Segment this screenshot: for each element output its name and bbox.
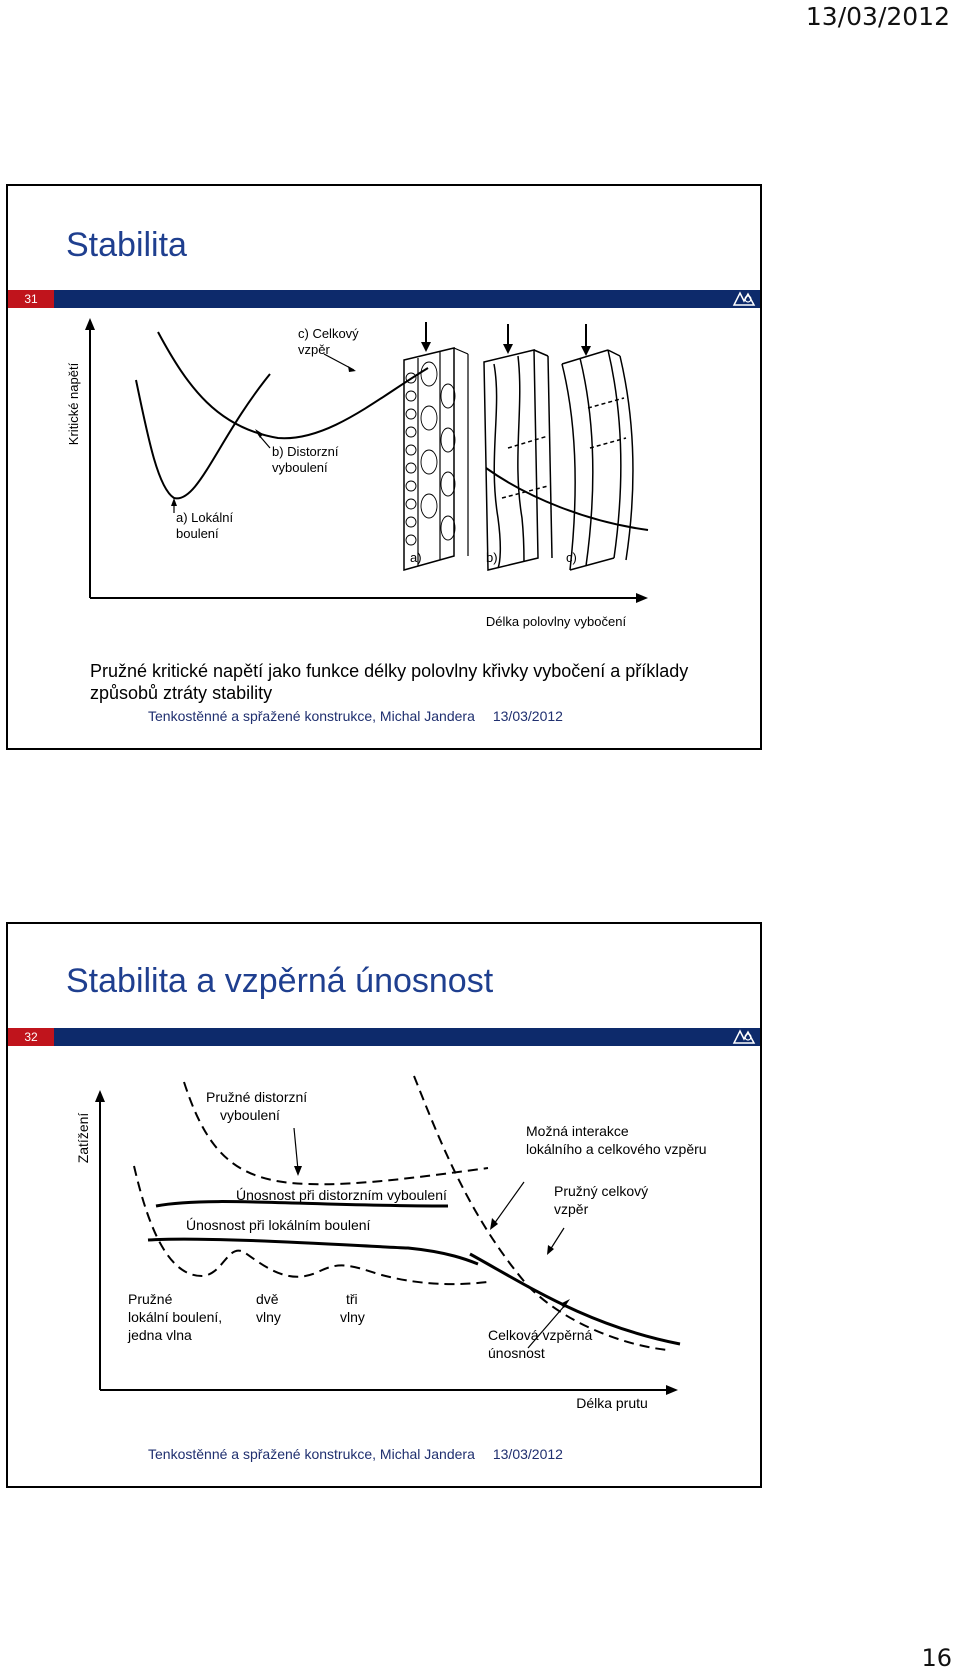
distortional-buckling-curve xyxy=(158,332,428,438)
svg-text:dvěvlny xyxy=(256,1291,281,1325)
slide-31 xyxy=(6,184,762,750)
y-axis-arrow xyxy=(95,1090,105,1102)
slide-32 xyxy=(6,922,762,1488)
label-global-2: vzpěr xyxy=(298,342,330,357)
elastic-global-curve xyxy=(414,1076,668,1350)
section-label-b: b) xyxy=(486,550,498,565)
slide-title: Stabilita a vzpěrná únosnost xyxy=(66,962,494,1000)
label-local-2: boulení xyxy=(176,526,219,541)
section-label-a: a) xyxy=(410,550,422,565)
label-distortional-1: b) Distorzní xyxy=(272,444,339,459)
slide-footer xyxy=(148,1446,563,1462)
label-interaction-1: Možná interakce xyxy=(526,1123,629,1139)
footer-date: 13/03/2012 xyxy=(492,1446,563,1462)
svg-text:třivlny xyxy=(340,1291,365,1325)
slide-number: 31 xyxy=(8,290,54,308)
y-axis-label: Zatížení xyxy=(75,1112,91,1164)
label-elastic-local-1: Pružné xyxy=(128,1291,173,1307)
label-elastic-distortional-1: Pružné distorzní xyxy=(206,1089,308,1105)
footer-date: 13/03/2012 xyxy=(492,708,563,724)
figure-caption: Pružné kritické napětí jako funkce délky polovlny křivky vybočení a příklady způsobů ztráty stability xyxy=(90,661,689,703)
title-band xyxy=(8,1028,760,1046)
member-c-illustration xyxy=(562,324,633,570)
label-elastic-local-2: lokální boulení, xyxy=(128,1309,223,1325)
local-waves xyxy=(406,362,455,545)
footer-text: Tenkostěnné a spřažené konstrukce, Michal Jandera xyxy=(148,708,475,724)
svg-text:Celková vzpěrnáúnosnost xyxy=(488,1327,592,1361)
local-buckling-curve xyxy=(136,374,270,498)
label-elastic-global-2: vzpěr xyxy=(554,1201,589,1217)
label-global-capacity-1: Celková vzpěrná xyxy=(488,1327,593,1343)
page-date: 13/03/2012 xyxy=(805,2,950,31)
label-interaction-2: lokálního a celkového vzpěru xyxy=(526,1141,707,1157)
label-two-waves-2: vlny xyxy=(256,1309,281,1325)
svg-text:c) Celkovývzpěr xyxy=(298,326,359,357)
title-band xyxy=(8,290,760,308)
label-local-1: a) Lokální xyxy=(176,510,234,525)
label-distortional-2: vyboulení xyxy=(272,460,328,475)
label-local-capacity: Únosnost při lokálním boulení xyxy=(186,1217,371,1233)
slide-title: Stabilita xyxy=(66,226,187,264)
slide-footer xyxy=(148,708,563,724)
footer-text: Tenkostěnné a spřažené konstrukce, Michal Jandera xyxy=(148,1446,475,1462)
label-global-capacity-2: únosnost xyxy=(488,1345,545,1361)
logo-icon xyxy=(732,1029,756,1045)
page-number: 16 xyxy=(921,1644,952,1672)
label-elastic-distortional-2: vyboulení xyxy=(220,1107,280,1123)
svg-text:Pružný celkovývzpěr xyxy=(554,1183,648,1217)
section-label-c: c) xyxy=(566,550,577,565)
local-capacity-curve xyxy=(148,1239,478,1264)
x-axis-arrow xyxy=(666,1385,678,1395)
label-two-waves-1: dvě xyxy=(256,1291,279,1307)
svg-text:b) Distorznívyboulení xyxy=(272,444,339,475)
slide-number: 32 xyxy=(8,1028,54,1046)
global-buckling-curve xyxy=(486,468,648,530)
x-axis-arrow xyxy=(636,593,648,603)
svg-text:a) Lokálníboulení xyxy=(176,510,233,541)
svg-text:Pružnélokální boulení,jedna vl xyxy=(127,1291,222,1343)
label-three-waves-2: vlny xyxy=(340,1309,365,1325)
label-global-1: c) Celkový xyxy=(298,326,359,341)
member-b-illustration xyxy=(484,324,552,570)
label-distortional-capacity: Únosnost při distorzním vyboulení xyxy=(236,1187,447,1203)
y-axis-arrow xyxy=(85,318,95,330)
x-axis-label: Délka polovlny vybočení xyxy=(485,614,627,629)
svg-text:Pružné distorznívyboulení xyxy=(206,1089,307,1123)
label-elastic-global-1: Pružný celkový xyxy=(554,1183,649,1199)
logo-icon xyxy=(732,291,756,307)
label-elastic-local-3: jedna vlna xyxy=(128,1327,192,1343)
svg-text:Možná interakcelokálního a cel xyxy=(526,1123,707,1157)
load-capacity-figure xyxy=(8,1046,760,1416)
y-axis-label: Kritické napětí xyxy=(66,362,81,446)
critical-stress-figure xyxy=(8,308,760,658)
x-axis-label: Délka prutu xyxy=(576,1395,648,1411)
label-three-waves-1: tři xyxy=(346,1291,358,1307)
